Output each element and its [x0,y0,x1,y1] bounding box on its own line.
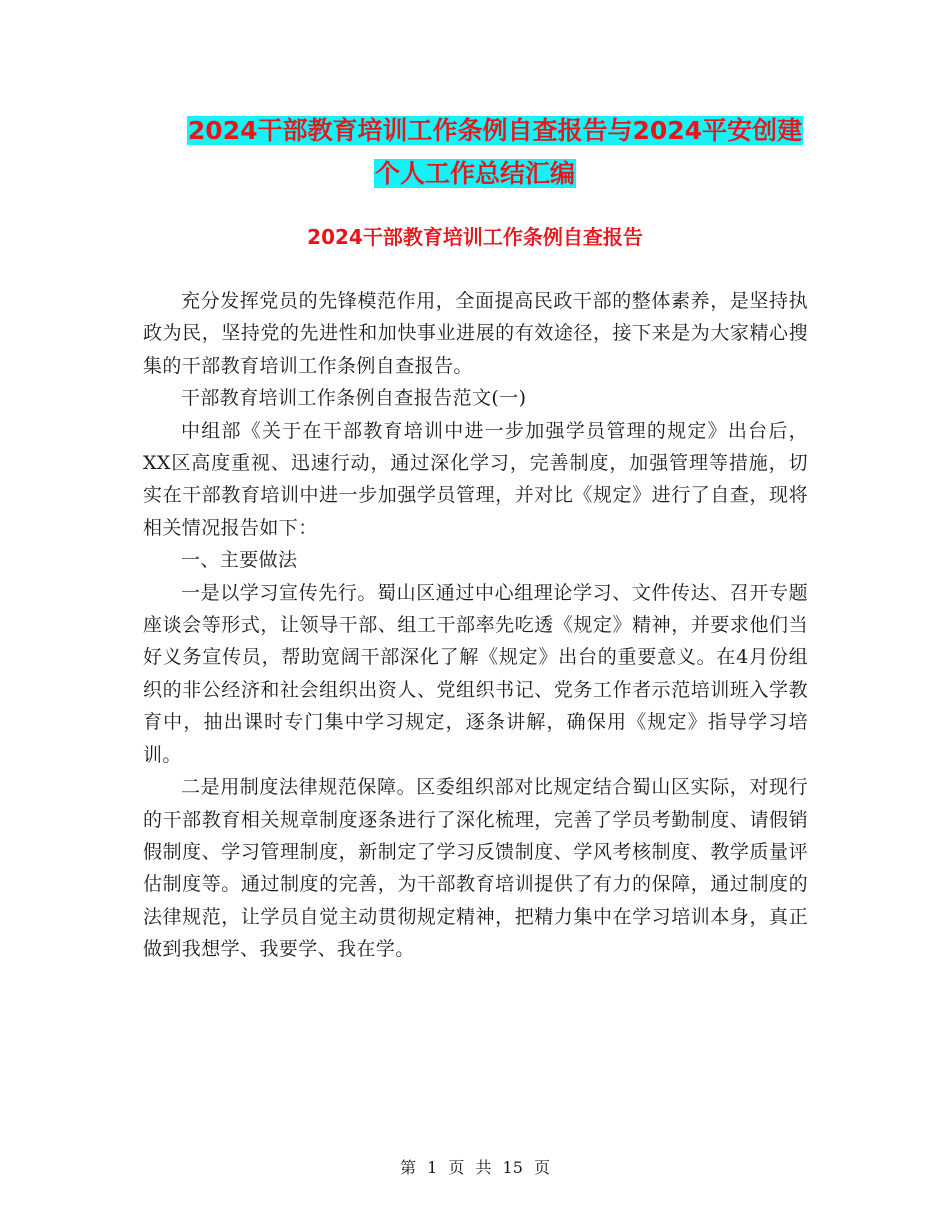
document-body [143,285,808,966]
paragraph-point-one: 一是以学习宣传先行。蜀山区通过中心组理论学习、文件传达、召开专题座谈会等形式，让领导干部、组工干部率先吃透《规定》精神，并要求他们当好义务宣传员，帮助宽阔干部深化了解《规定》出台的重要意义。在4月份组织的非公经济和社会组织出资人、党组织书记、党务工作者示范培训班入学教育中，抽出课时专门集中学习规定，逐条讲解，确保用《规定》指导学习培训。 [143,581,808,766]
paragraph-intro: 充分发挥党员的先锋模范作用，全面提高民政干部的整体素养，是坚持执政为民，坚持党的先进性和加快事业进展的有效途径，接下来是为大家精心搜集的干部教育培训工作条例自查报告。 [143,290,808,377]
page-footer: 第 1 页 共 15 页 [400,1158,550,1177]
paragraph-background: 中组部《关于在干部教育培训中进一步加强学员管理的规定》出台后，XX区高度重视、迅速行动，通过深化学习，完善制度，加强管理等措施，切实在干部教育培训中进一步加强学员管理，并对比《规定》进行了自查，现将相关情况报告如下： [143,419,808,539]
section-title: 2024干部教育培训工作条例自查报告 [307,225,643,249]
document-title-line-1 [20,110,950,152]
document-title-line-2 [0,153,950,195]
paragraph-point-two: 二是用制度法律规范保障。区委组织部对比规定结合蜀山区实际，对现行的干部教育相关规章制度逐条进行了深化梳理，完善了学员考勤制度、请假销假制度、学习管理制度，新制定了学习反馈制度、学风考核制度、教学质量评估制度等。通过制度的完善，为干部教育培训提供了有力的保障，通过制度的法律规范，让学员自觉主动贯彻规定精神，把精力集中在学习培训本身，真正做到我想学、我要学、我在学。 [143,776,808,961]
paragraph-section-heading: 一、主要做法 [181,549,298,572]
paragraph-example-heading: 干部教育培训工作条例自查报告范文(一) [181,387,527,410]
highlighted-title-text-1: 2024干部教育培训工作条例自查报告与2024平安创建 [187,116,803,145]
highlighted-title-text-2: 个人工作总结汇编 [374,159,575,188]
